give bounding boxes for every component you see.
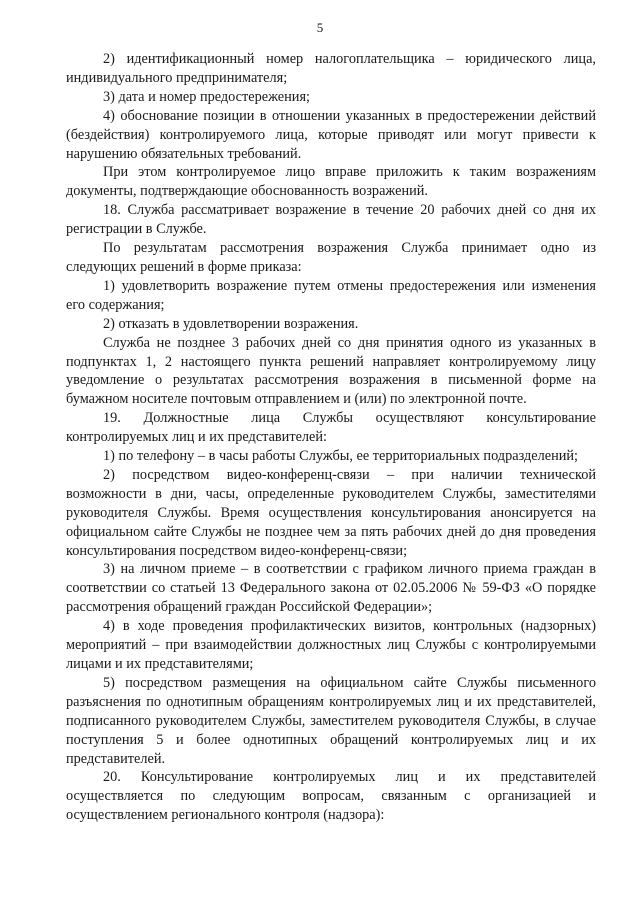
paragraph-item-2-inn: 2) идентификационный номер налогоплательщика – юридического лица, индивидуального предпринимателя;	[66, 51, 596, 86]
paragraph-clause-18: 18. Служба рассматривает возражение в течение 20 рабочих дней со дня их регистрации в Службе.	[66, 202, 596, 238]
paragraph-clause-19: 19. Должностные лица Службы осуществляют консультирование контролируемых лиц и их представителей:	[66, 410, 596, 446]
paragraph-notification: Служба не позднее 3 рабочих дней со дня принятия одного из указанных в подпунктах 1, 2 настоящего пункта решений направляет контролируемому лицу уведомление о результатах рассмотрения возражения в письменной форме на бумажном носителе почтовым отправлением и (или) по электронной почте.	[66, 334, 596, 408]
paragraph-consult-website: 5) посредством размещения на официальном сайте Службы письменного разъяснения по однотипным обращениям контролируемых лиц и их представителей, подписанного руководителем Службы, заместителем руководителя Службы, в случае поступления 5 и более однотипных обращений контролируемых лиц и их представителей.	[66, 674, 596, 767]
paragraph-item-4-justification: 4) обоснование позиции в отношении указанных в предостережении действий (бездействия) контролируемого лица, которые приводят или могут привести к нарушению обязательных требований.	[66, 107, 596, 162]
document-body	[66, 50, 596, 825]
paragraph-decision-intro: По результатам рассмотрения возражения Служба принимает одно из следующих решений в форме приказа:	[66, 240, 596, 275]
paragraph-consult-video: 2) посредством видео-конференц-связи – при наличии технической возможности в дни, часы, определенные руководителем Службы, заместителями руководителя Службы. Время осуществления консультирования анонсируется на официальном сайте Службы не позднее чем за пять рабочих дней до дня проведения консультирования посредством видео-конференц-связи;	[66, 466, 596, 559]
paragraph-clause-20: 20. Консультирование контролируемых лиц и их представителей осуществляется по следующим вопросам, связанным с организацией и осуществлением регионального контроля (надзора):	[66, 769, 596, 824]
paragraph-decision-2: 2) отказать в удовлетворении возражения.	[103, 315, 359, 332]
paragraph-consult-visits: 4) в ходе проведения профилактических визитов, контрольных (надзорных) мероприятий – при взаимодействии должностных лиц Службы с контролируемыми лицами и их представителями;	[66, 618, 596, 672]
paragraph-decision-1: 1) удовлетворить возражение путем отмены предостережения или изменения его содержания;	[66, 277, 596, 313]
page-number: 5	[316, 20, 324, 35]
paragraph-attachments: При этом контролируемое лицо вправе приложить к таким возражениям документы, подтверждающие обоснованность возражений.	[66, 164, 596, 200]
paragraph-consult-personal: 3) на личном приеме – в соответствии с графиком личного приема граждан в соответствии со статьей 13 Федерального закона от 02.05.2006 № 59-ФЗ «О порядке рассмотрения обращений граждан Российской Федерации»;	[66, 561, 596, 616]
paragraph-item-3-date: 3) дата и номер предостережения;	[103, 88, 310, 105]
paragraph-consult-phone: 1) по телефону – в часы работы Службы, ее территориальных подразделений;	[103, 448, 578, 465]
